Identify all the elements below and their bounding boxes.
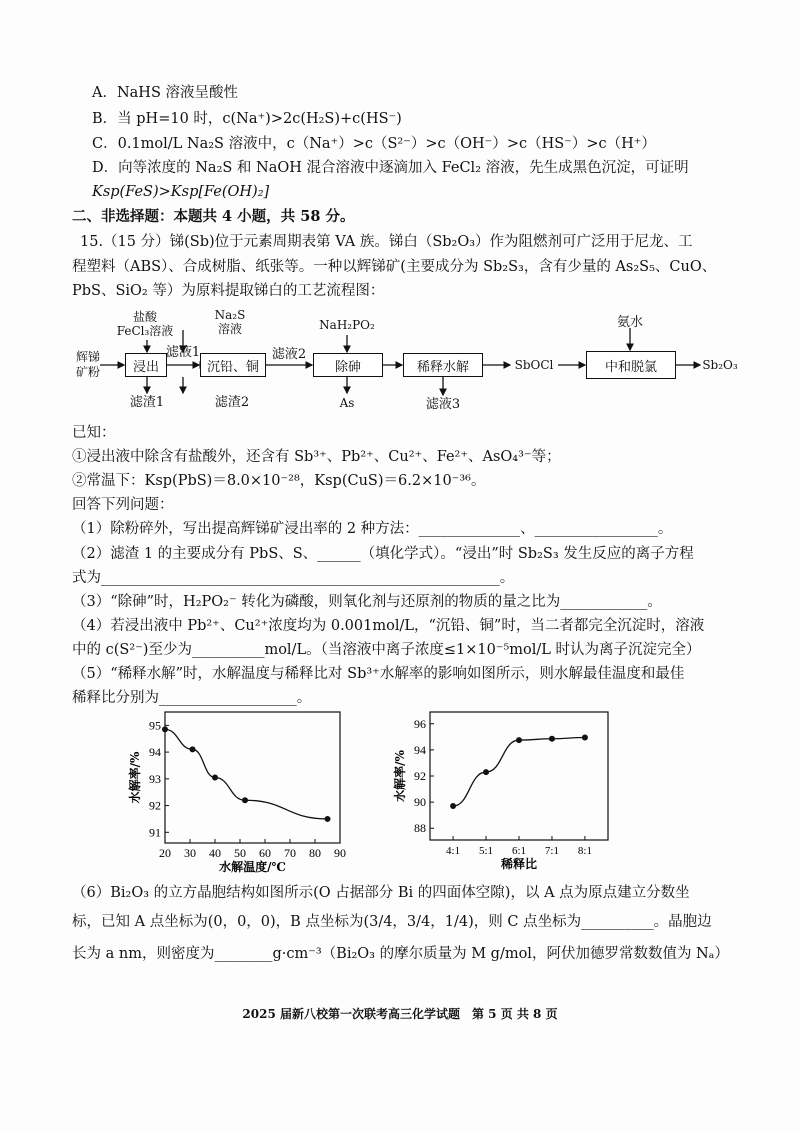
option-a: A．NaHS 溶液呈酸性 [92, 85, 238, 101]
option-c: C．0.1mol/L Na₂S 溶液中，c（Na⁺）>c（S²⁻）>c（OH⁻）>c（HS⁻）>c（H⁺） [92, 136, 656, 152]
data-point [190, 746, 196, 752]
page-footer: 2025 届新八校第一次联考高三化学试题 第 5 页 共 8 页 [242, 1007, 558, 1021]
q15-intro: 15.（15 分）锑(Sb)位于元素周期表第 VA 族。锑白（Sb₂O₃）作为阻燃剂可广泛用于尼龙、工 [80, 234, 693, 250]
option-d: D．向等浓度的 Na₂S 和 NaOH 混合溶液中逐滴加入 FeCl₂ 溶液，先生成黑色沉淀，可证明 [92, 160, 689, 176]
question-4: （4）若浸出液中 Pb²⁺、Cu²⁺浓度均为 0.001mol/L，“沉铅、铜”时，当二者都完全沉淀时，溶液 [72, 618, 705, 634]
x-tick-label: 60 [259, 846, 271, 860]
section-heading: 二、非选择题：本题共 4 小题，共 58 分。 [72, 208, 355, 225]
y-tick-label: 88 [414, 821, 426, 836]
raw-label-1: 辉锑 [76, 350, 101, 364]
question-4-cont: 中的 c(S²⁻)至少为__________mol/L。（当溶液中离子浓度≤1×10⁻⁵mol/L 时认为离子沉淀完全） [72, 642, 701, 658]
series-line [165, 729, 328, 819]
known-heading: 已知： [72, 425, 116, 441]
flow-arsenic: As [339, 396, 355, 410]
x-tick-label: 6:1 [511, 845, 527, 857]
y-axis-label: 水解率/% [128, 751, 142, 804]
flow-residue-2: 滤渣2 [214, 395, 250, 410]
question-6-cont: 标，已知 A 点坐标为(0，0，0)，B 点坐标为(3/4，3/4，1/4)，则 C 点坐标为__________。晶胞边 [72, 914, 712, 930]
option-d-cont: Ksp(FeS)>Ksp[Fe(OH)₂] [92, 184, 270, 200]
y-tick-label: 91 [149, 825, 161, 840]
data-point [483, 769, 489, 775]
question-1: （1）除粉碎外，写出提高辉锑矿浸出率的 2 种方法：______________、_________________。 [72, 521, 673, 537]
data-point [212, 775, 218, 781]
x-tick-label: 8:1 [577, 845, 592, 857]
x-tick-label: 4:1 [446, 845, 461, 857]
x-tick-label: 40 [209, 846, 221, 860]
y-tick-label: 90 [414, 795, 426, 810]
step-dilute-hydrolysis: 稀释水解 [403, 353, 483, 377]
known-2: ②常温下：Ksp(PbS)＝8.0×10⁻²⁸，Ksp(CuS)＝6.2×10⁻³⁶。 [72, 473, 486, 489]
flow-reagent-3: NaH₂PO₂ [319, 318, 375, 332]
data-point [582, 734, 588, 740]
y-tick-label: 93 [149, 771, 161, 786]
question-3: （3）“除砷”时，H₂PO₂⁻ 转化为磷酸，则氧化剂与还原剂的物质的量之比为____________。 [72, 594, 662, 610]
question-5: （5）“稀释水解”时，水解温度与稀释比对 Sb³⁺水解率的影响如图所示，则水解最佳温度和最佳 [72, 666, 685, 682]
x-tick-label: 90 [334, 846, 346, 860]
q15-intro-2: 程塑料（ABS）、合成树脂、纸张等。一种以辉锑矿(主要成分为 Sb₂S₃，含有少量的 As₂S₅、CuO、 [72, 259, 717, 275]
x-tick-label: 20 [159, 846, 171, 860]
y-tick-label: 92 [149, 798, 161, 813]
x-tick-label: 7:1 [544, 845, 559, 857]
y-tick-label: 94 [414, 742, 426, 757]
flow-residue-1: 滤渣1 [129, 395, 165, 410]
flow-filtrate-2: 滤液2 [271, 347, 307, 362]
y-tick-label: 96 [414, 716, 426, 731]
data-point [162, 726, 168, 732]
reagent-solution: 溶液 [217, 322, 242, 336]
question-6-cont-2: 长为 a nm，则密度为________g·cm⁻³（Bi₂O₃ 的摩尔质量为 M g/mol，阿伏加德罗常数数值为 Nₐ） [72, 946, 729, 962]
flow-reagent-ammonia: 氨水 [616, 315, 643, 330]
reagent-na2s: Na₂S [214, 308, 246, 322]
series-line [453, 737, 585, 806]
step-neutralize-dechlorinate: 中和脱氯 [586, 351, 676, 379]
x-tick-label: 80 [309, 846, 321, 860]
question-5-cont: 稀释比分别为___________________。 [72, 690, 312, 706]
question-2-cont: 式为_______________________________________________________。 [72, 570, 515, 586]
flow-sbocl: SbOCl [514, 358, 554, 372]
y-tick-label: 92 [414, 769, 426, 783]
question-6: （6）Bi₂O₃ 的立方晶胞结构如图所示(O 占据部分 Bi 的四面体空隙)，以 A 点为原点建立分数坐 [72, 885, 690, 901]
x-tick-label: 50 [234, 846, 246, 860]
data-point [516, 737, 522, 743]
y-tick-label: 94 [149, 745, 161, 760]
flow-filtrate-3: 滤液3 [425, 397, 461, 412]
x-tick-label: 70 [284, 846, 296, 860]
data-point [242, 797, 248, 803]
answer-heading: 回答下列问题： [72, 497, 174, 513]
q15-intro-3: PbS、SiO₂ 等）为原料提取锑白的工艺流程图： [72, 283, 385, 299]
data-point [325, 816, 331, 822]
flow-filtrate-1: 滤液1 [165, 345, 201, 360]
chart-frame [430, 712, 608, 840]
x-tick-label: 30 [184, 846, 196, 860]
known-1: ①浸出液中除含有盐酸外，还含有 Sb³⁺、Pb²⁺、Cu²⁺、Fe²⁺、AsO₄³⁻等； [72, 449, 561, 465]
option-b: B．当 pH=10 时，c(Na⁺)>2c(H₂S)+c(HS⁻) [92, 111, 402, 127]
chart-frame [165, 712, 340, 843]
raw-label-2: 矿粉 [76, 365, 101, 379]
x-tick-label: 5:1 [479, 845, 494, 857]
flow-product: Sb₂O₃ [702, 358, 738, 372]
question-2: （2）滤渣 1 的主要成分有 PbS、S、______（填化学式）。“浸出”时 Sb₂S₃ 发生反应的离子方程 [72, 546, 694, 562]
y-tick-label: 95 [149, 718, 161, 733]
reagent-fecl3: FeCl₃溶液 [116, 324, 174, 338]
step-remove-arsenic: 除砷 [313, 353, 383, 377]
reagent-hcl: 盐酸 [132, 310, 157, 324]
x-axis-label: 稀释比 [500, 857, 538, 871]
x-axis-label: 水解温度/℃ [219, 860, 286, 874]
step-leach: 浸出 [125, 353, 167, 377]
data-point [450, 803, 456, 809]
y-axis-label: 水解率/% [393, 750, 407, 802]
data-point [549, 736, 555, 742]
step-precipitate-pb-cu: 沉铅、铜 [200, 353, 266, 377]
